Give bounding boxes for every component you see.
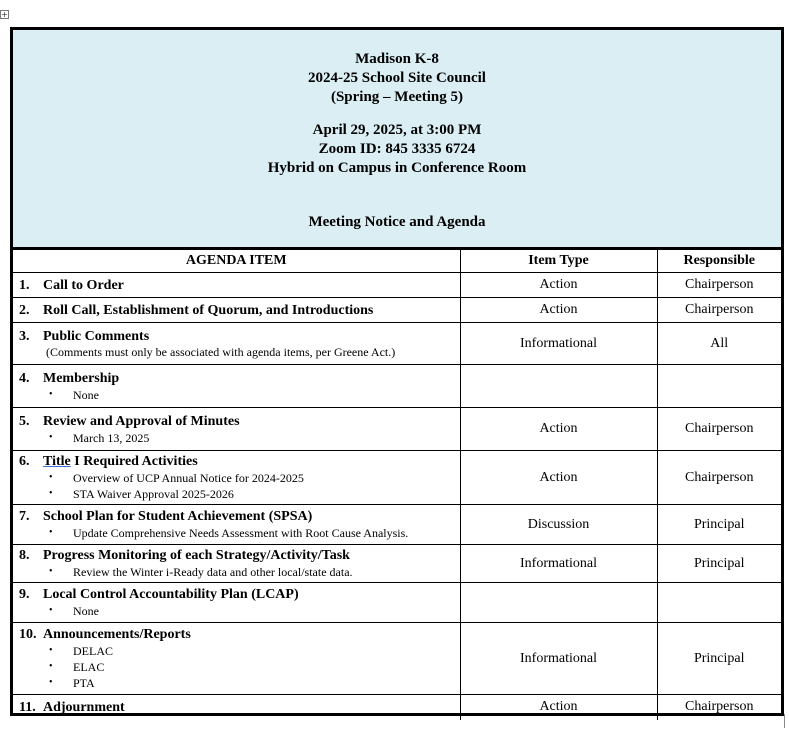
item-type: Informational	[460, 323, 657, 365]
item-responsible: All	[657, 323, 781, 365]
column-header-item: AGENDA ITEM	[13, 250, 460, 273]
table-header-row	[13, 250, 781, 273]
sub-item: • Overview of UCP Annual Notice for 2024-2025	[49, 470, 460, 486]
item-title: Local Control Accountability Plan (LCAP)	[43, 587, 299, 602]
item-title: Announcements/Reports	[43, 627, 191, 642]
sub-item: • STA Waiver Approval 2025-2026	[49, 486, 460, 502]
zoom-id: Zoom ID: 845 3335 6724	[318, 141, 476, 157]
item-title: Call to Order	[43, 277, 124, 293]
item-type: Action	[460, 695, 657, 720]
item-number: 5.	[19, 413, 30, 429]
item-type	[460, 365, 657, 408]
item-type: Discussion	[460, 505, 657, 545]
item-responsible: Chairperson	[657, 273, 781, 298]
meeting-location: Hybrid on Campus in Conference Room	[267, 160, 527, 176]
column-header-responsible: Responsible	[657, 250, 781, 273]
meeting-date: April 29, 2025, at 3:00 PM	[312, 122, 482, 138]
table-row	[13, 298, 781, 323]
sub-item: • None	[49, 387, 460, 403]
agenda-table	[13, 250, 781, 720]
sub-item: • Review the Winter i-Ready data and other local/state data.	[49, 564, 460, 580]
item-title: Membership	[43, 370, 120, 386]
table-row	[13, 505, 781, 545]
sub-item: • March 13, 2025	[49, 430, 460, 446]
item-responsible: Principal	[657, 545, 781, 583]
item-type	[460, 583, 657, 623]
item-title: I Required Activities	[70, 454, 198, 469]
item-number: 3.	[19, 328, 30, 344]
item-title-word: Title	[43, 454, 71, 469]
item-number: 2.	[19, 302, 30, 318]
table-row	[13, 408, 781, 451]
sub-item: • PTA	[49, 675, 460, 691]
sub-item: • None	[49, 603, 460, 619]
item-number: 9.	[19, 587, 30, 602]
item-title: Roll Call, Establishment of Quorum, and Introductions	[43, 302, 374, 318]
table-row	[13, 365, 781, 408]
table-resize-handle[interactable]	[784, 714, 789, 728]
item-title: Adjournment	[43, 699, 125, 715]
item-type: Informational	[460, 545, 657, 583]
table-row	[13, 273, 781, 298]
document-title: Meeting Notice and Agenda	[308, 214, 486, 230]
item-type: Action	[460, 408, 657, 451]
meeting-session: (Spring – Meeting 5)	[330, 89, 464, 105]
item-number: 1.	[19, 277, 30, 293]
item-responsible	[657, 365, 781, 408]
item-responsible: Chairperson	[657, 451, 781, 505]
item-title: Review and Approval of Minutes	[43, 413, 240, 429]
school-name: Madison K-8	[355, 51, 439, 67]
item-responsible: Chairperson	[657, 298, 781, 323]
table-row	[13, 451, 781, 505]
item-number: 4.	[19, 370, 30, 386]
item-title: Public Comments	[43, 328, 150, 344]
table-row	[13, 623, 781, 695]
table-row	[13, 323, 781, 365]
item-responsible: Principal	[657, 623, 781, 695]
table-row	[13, 695, 781, 720]
item-title: School Plan for Student Achievement (SPSA)	[43, 509, 313, 524]
item-type: Action	[460, 451, 657, 505]
item-number: 7.	[19, 509, 30, 524]
item-type: Action	[460, 273, 657, 298]
item-number: 6.	[19, 454, 30, 469]
sub-item: • Update Comprehensive Needs Assessment with Root Cause Analysis.	[49, 525, 460, 541]
table-row	[13, 545, 781, 583]
item-title: Progress Monitoring of each Strategy/Activity/Task	[43, 548, 350, 563]
item-responsible: Chairperson	[657, 695, 781, 720]
agenda-document	[10, 27, 784, 716]
agenda-header	[13, 30, 781, 250]
item-number: 8.	[19, 548, 30, 563]
item-number: 10.	[19, 627, 37, 642]
sub-item: • DELAC	[49, 643, 460, 659]
item-type: Informational	[460, 623, 657, 695]
column-header-type: Item Type	[460, 250, 657, 273]
item-type: Action	[460, 298, 657, 323]
item-responsible	[657, 583, 781, 623]
table-move-handle[interactable]: +	[1, 10, 8, 19]
council-name: 2024-25 School Site Council	[308, 70, 486, 86]
item-number: 11.	[19, 699, 36, 715]
item-responsible: Principal	[657, 505, 781, 545]
table-row	[13, 583, 781, 623]
item-responsible: Chairperson	[657, 408, 781, 451]
item-note: (Comments must only be associated with agenda items, per Greene Act.)	[46, 344, 396, 359]
sub-item: • ELAC	[49, 659, 460, 675]
